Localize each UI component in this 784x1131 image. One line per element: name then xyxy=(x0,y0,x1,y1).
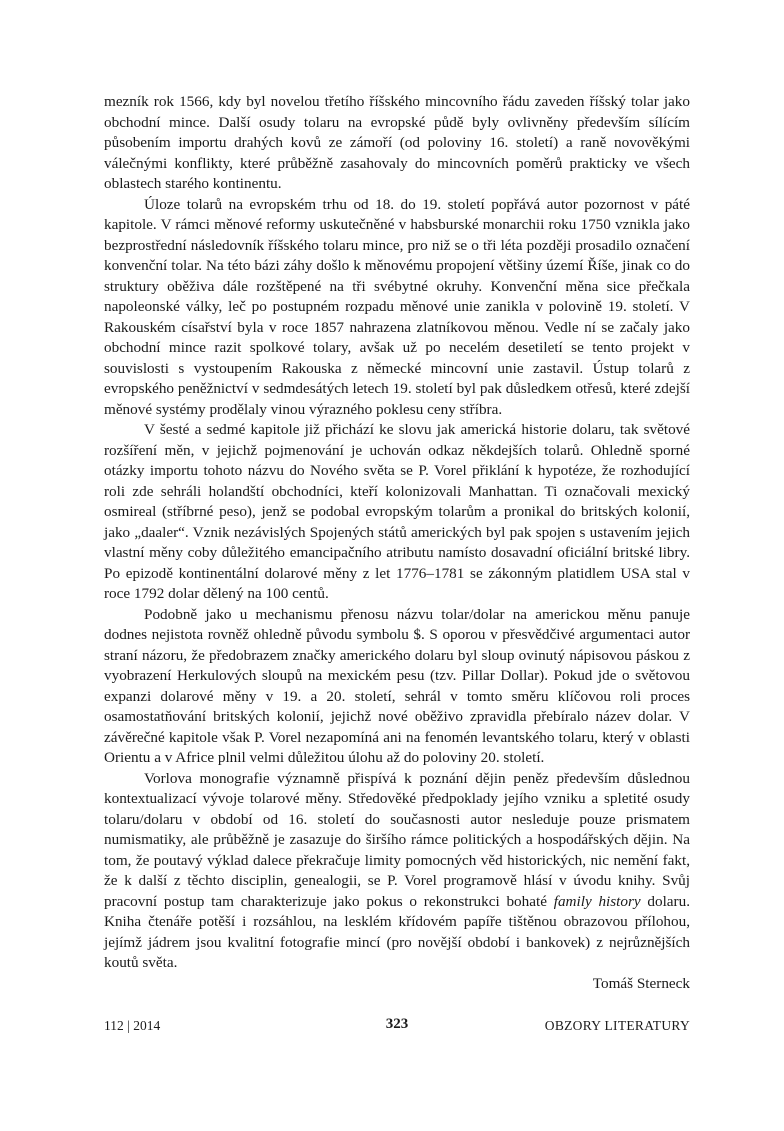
paragraph-5-text-end: dolaru. Kniha čtenáře potěší i rozsáhlou, na lesklém křídovém papíře tištěnou obrazovou přílohou, jejímž jádrem jsou kvalitní fotografie mincí (pro novější období i bankovek) z nejrůznějších koutů světa. xyxy=(104,892,690,971)
paragraph-2: Úloze tolarů na evropském trhu od 18. do 19. století popřává autor pozornost v páté kapitole. V rámci měnové reformy uskutečněné v habsburské monarchii roku 1750 vznikla jako bezprostřední následovník říšského tolaru mince, pro niž se o tři léta později prosadilo označení konvenční tolar. Na této bázi záhy došlo k měnovému propojení většiny území Říše, jinak co do struktury oběživa dále rozštěpené na tři svébytné okruhy. Konvenční měna sice přečkala napoleonské války, leč po postupném rozpadu měnové unie zanikla v polovině 19. století. V Rakouském císařství byla v roce 1857 nahrazena zlatníkovou měnou. Vedle ní se začaly jako obchodní mince razit spolkové tolary, avšak už po necelém desetiletí se tento projekt v souvislosti s vystoupením Rakouska z německé mincovní unie zastavil. Ústup tolarů z evropského peněžnictví v sedmdesátých letech 19. století byl pak důsledkem otřesů, které zdejší měnové systémy prodělaly vinou výrazného poklesu ceny stříbra. xyxy=(104,195,690,418)
paragraph-5-emphasis: family history xyxy=(553,892,641,910)
issue-number: 112 | 2014 xyxy=(104,1018,161,1033)
journal-name: OBZORY LITERATURY xyxy=(544,1018,690,1033)
page-number: 323 xyxy=(385,1016,409,1032)
paragraph-4: Podobně jako u mechanismu přenosu názvu tolar/dolar na americkou měnu panuje dodnes nejistota rovněž ohledně původu symbolu $. S oporou v přesvědčivé argumentaci autor straní názoru, že předobrazem značky amerického dolaru byl sloup ovinutý nápisovou páskou z vyobrazení Herkulových sloupů na mexickém pesu (tzv. Pillar Dollar). Pokud jde o světovou expanzi dolarové měny v 19. a 20. století, sehrál v tomto směru klíčovou roli proces osamostatňování britských kolonií, jejichž nové oběživo zpravidla přebíralo název dolar. V závěrečné kapitole však P. Vorel nezapomíná ani na fenomén levantského tolaru, který v oblasti Orientu a v Africe plnil velmi důležitou úlohu až do poloviny 20. století. xyxy=(104,605,690,766)
page-footer xyxy=(104,1016,690,1038)
article-body xyxy=(104,92,690,994)
paragraph-1: mezník rok 1566, kdy byl novelou třetího říšského mincovního řádu zaveden říšský tolar jako obchodní mince. Další osudy tolaru na evropské půdě byly ovlivněny především sílícím působením importu drahých kovů ze zámoří (od poloviny 16. století) a raně novověkými válečnými konflikty, které průběžně zasahovaly do mincovních poměrů prakticky ve všech oblastech starého kontinentu. xyxy=(104,93,690,192)
paragraph-5 xyxy=(104,769,690,974)
paragraph-3: V šesté a sedmé kapitole již přichází ke slovu jak americká historie dolaru, tak světové rozšíření měn, v jejichž pojmenování je uchován odkaz někdejších tolarů. Ohledně sporné otázky importu tohoto názvu do Nového světa se P. Vorel přiklání k hypotéze, že rozhodující roli zde sehráli holandští obchodníci, kteří kolonizovali Manhattan. Ti označovali mexický osmireal (stříbrné peso), jenž se podobal evropským tolarům a pronikal do britských kolonií, jako „daaler“. Vznik nezávislých Spojených států amerických byl pak spojen s ustavením jejich vlastní měny coby důležitého emancipačního atributu namísto dosavadní oficiální britské libry. Po epizodě kontinentální dolarové měny z let 1776–1781 se zákonným platidlem USA stal v roce 1792 dolar dělený na 100 centů. xyxy=(104,421,690,602)
paragraph-5-text-start: Vorlova monografie významně přispívá k poznání dějin peněz především důslednou kontextualizací vývoje tolarové měny. Středověké předpoklady jejího vzniku a spletité osudy tolaru/dolaru v období od 16. století do současnosti autor nesleduje pouze prismatem numismatiky, ale průběžně je zasazuje do širšího rámce politických a hospodářských dějin. Na tom, že poutavý výklad dalece překračuje limity pomocných věd historických, nic nemění fakt, že k další z těchto disciplin, genealogii, se P. Vorel programově hlásí v úvodu knihy. Svůj pracovní postup tam charakterizuje jako pokus o rekonstrukci bohaté xyxy=(104,769,690,910)
author-signature: Tomáš Sterneck xyxy=(592,974,690,992)
